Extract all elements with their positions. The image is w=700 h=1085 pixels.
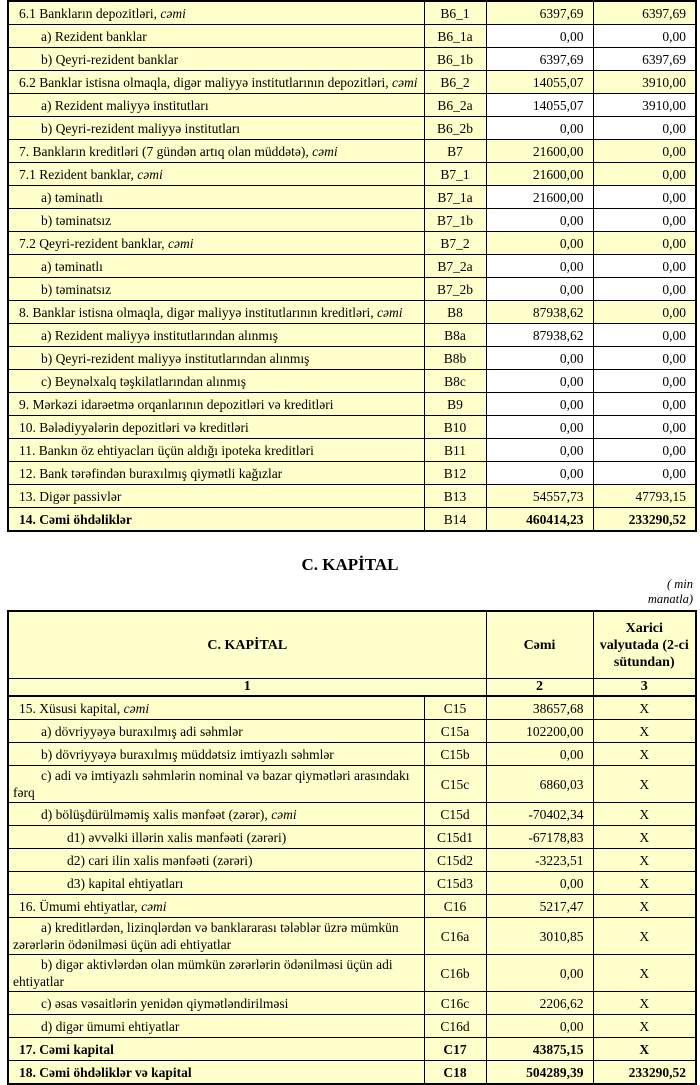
row-value-foreign-currency: 0,00 (593, 232, 696, 255)
row-value-total: 0,00 (486, 278, 593, 301)
row-label: a) Rezident maliyyə institutlarından alınmış (8, 324, 424, 347)
row-value-foreign-currency: 0,00 (593, 393, 696, 416)
table-row (8, 370, 696, 393)
table-row (8, 301, 696, 324)
row-label: 9. Mərkəzi idarəetmə orqanlarının depozitləri və kreditləri (8, 393, 424, 416)
table-row (8, 186, 696, 209)
row-value-foreign-currency: 0,00 (593, 324, 696, 347)
row-code: B7 (424, 140, 486, 163)
row-value-total: 43875,15 (486, 1038, 593, 1061)
row-label: a) Rezident maliyyə institutları (8, 94, 424, 117)
row-value-foreign-currency: 0,00 (593, 278, 696, 301)
row-value-foreign-currency: 0,00 (593, 301, 696, 324)
row-value-total: -67178,83 (486, 826, 593, 849)
row-label: d1) əvvəlki illərin xalis mənfəəti (zərəri) (8, 826, 424, 849)
row-value-foreign-currency: 0,00 (593, 416, 696, 439)
row-label: 15. Xüsusi kapital, cəmi (8, 696, 424, 720)
row-label: a) Rezident banklar (8, 25, 424, 48)
row-code: C15d2 (424, 849, 486, 872)
row-code: B12 (424, 462, 486, 485)
row-value-foreign-currency: 47793,15 (593, 485, 696, 508)
table-row (8, 278, 696, 301)
table-row (8, 209, 696, 232)
row-code: B6_2 (424, 71, 486, 94)
table-row (8, 918, 696, 955)
row-value-total: 38657,68 (486, 696, 593, 720)
row-value-total: 0,00 (486, 209, 593, 232)
table-row (8, 255, 696, 278)
table-row (8, 803, 696, 826)
table-row (8, 826, 696, 849)
row-code: C16b (424, 955, 486, 992)
row-value-foreign-currency: 6397,69 (593, 48, 696, 71)
table-row (8, 1061, 696, 1085)
row-value-total: 87938,62 (486, 301, 593, 324)
table-row (8, 462, 696, 485)
liabilities-table (7, 0, 697, 532)
row-value-foreign-currency: 0,00 (593, 140, 696, 163)
row-code: C16c (424, 992, 486, 1015)
table-row (8, 766, 696, 803)
unit-note (0, 577, 700, 607)
row-label: a) kreditlərdən, lizinqlərdən və banklararası tələblər üzrə mümkün zərərlərin ödənilməsi üçün adi ehtiyatlar (8, 918, 424, 955)
row-value-total: 87938,62 (486, 324, 593, 347)
row-code: C15d3 (424, 872, 486, 895)
row-label: d2) cari ilin xalis mənfəəti (zərəri) (8, 849, 424, 872)
row-code: B13 (424, 485, 486, 508)
row-value-total: 2206,62 (486, 992, 593, 1015)
row-label: 16. Ümumi ehtiyatlar, cəmi (8, 895, 424, 918)
row-code: C18 (424, 1061, 486, 1085)
row-code: C15d (424, 803, 486, 826)
row-value-total: 54557,73 (486, 485, 593, 508)
row-code: B8c (424, 370, 486, 393)
table-row (8, 48, 696, 71)
row-label: b) təminatsız (8, 209, 424, 232)
table-row (8, 485, 696, 508)
row-code: B6_2a (424, 94, 486, 117)
row-label: a) dövriyyəyə buraxılmış adi səhmlər (8, 720, 424, 743)
row-code: C16 (424, 895, 486, 918)
row-value-total: 0,00 (486, 872, 593, 895)
row-code: B9 (424, 393, 486, 416)
row-value-foreign-currency: X (593, 992, 696, 1015)
row-value-total: 0,00 (486, 439, 593, 462)
row-code: B7_1 (424, 163, 486, 186)
capital-table (7, 610, 697, 1085)
row-value-foreign-currency: X (593, 955, 696, 992)
row-value-total: 0,00 (486, 232, 593, 255)
row-value-total: 0,00 (486, 462, 593, 485)
row-value-foreign-currency: 0,00 (593, 370, 696, 393)
row-value-foreign-currency: 0,00 (593, 347, 696, 370)
table-row (8, 25, 696, 48)
row-value-foreign-currency: X (593, 1015, 696, 1038)
row-label: 10. Bələdiyyələrin depozitləri və kreditləri (8, 416, 424, 439)
row-value-foreign-currency: 3910,00 (593, 71, 696, 94)
row-label: 8. Banklar istisna olmaqla, digər maliyyə institutlarının kreditləri, cəmi (8, 301, 424, 324)
row-label: 7. Bankların kreditləri (7 gündən artıq olan müddətə), cəmi (8, 140, 424, 163)
row-value-foreign-currency: 233290,52 (593, 508, 696, 532)
row-value-foreign-currency: X (593, 720, 696, 743)
table-row (8, 992, 696, 1015)
row-value-total: 21600,00 (486, 163, 593, 186)
row-label: 6.1 Bankların depozitləri, cəmi (8, 1, 424, 25)
row-value-foreign-currency: 0,00 (593, 25, 696, 48)
row-value-foreign-currency: X (593, 918, 696, 955)
row-label: d3) kapital ehtiyatları (8, 872, 424, 895)
row-value-total: -70402,34 (486, 803, 593, 826)
unit-note-line2: manatla) (647, 592, 693, 606)
row-code: C15a (424, 720, 486, 743)
row-code: B7_2 (424, 232, 486, 255)
header-total-label: Cəmi (486, 611, 593, 679)
row-value-total: 6860,03 (486, 766, 593, 803)
row-value-total: 21600,00 (486, 186, 593, 209)
row-code: B6_1a (424, 25, 486, 48)
row-code: C15c (424, 766, 486, 803)
row-value-total: 0,00 (486, 255, 593, 278)
row-value-foreign-currency: X (593, 1038, 696, 1061)
row-code: B7_2b (424, 278, 486, 301)
row-value-foreign-currency: X (593, 743, 696, 766)
table-row (8, 439, 696, 462)
row-label: 13. Digər passivlər (8, 485, 424, 508)
row-value-total: 14055,07 (486, 71, 593, 94)
row-value-total: 0,00 (486, 393, 593, 416)
row-value-foreign-currency: 0,00 (593, 163, 696, 186)
row-label: b) Qeyri-rezident maliyyə institutlarından alınmış (8, 347, 424, 370)
row-label: d) digər ümumi ehtiyatlar (8, 1015, 424, 1038)
row-value-foreign-currency: X (593, 849, 696, 872)
capital-header-row (8, 611, 696, 679)
table-row (8, 163, 696, 186)
row-value-total: 6397,69 (486, 1, 593, 25)
row-value-foreign-currency: X (593, 826, 696, 849)
table-row (8, 71, 696, 94)
row-value-total: 14055,07 (486, 94, 593, 117)
row-value-total: 5217,47 (486, 895, 593, 918)
row-label: b) Qeyri-rezident maliyyə institutları (8, 117, 424, 140)
row-value-total: 0,00 (486, 117, 593, 140)
row-value-foreign-currency: X (593, 895, 696, 918)
row-code: C16d (424, 1015, 486, 1038)
row-code: B7_1a (424, 186, 486, 209)
row-value-total: 0,00 (486, 955, 593, 992)
row-code: C16a (424, 918, 486, 955)
row-code: B8b (424, 347, 486, 370)
row-code: C17 (424, 1038, 486, 1061)
row-value-total: 3010,85 (486, 918, 593, 955)
row-value-total: 0,00 (486, 25, 593, 48)
row-code: B6_2b (424, 117, 486, 140)
table-row (8, 743, 696, 766)
row-code: B10 (424, 416, 486, 439)
capital-section-title: C. KAPİTAL (301, 555, 399, 574)
table-row (8, 720, 696, 743)
table-row (8, 1, 696, 25)
table-row (8, 955, 696, 992)
row-value-foreign-currency: 3910,00 (593, 94, 696, 117)
row-label: 17. Cəmi kapital (8, 1038, 424, 1061)
table-row (8, 140, 696, 163)
row-code: C15b (424, 743, 486, 766)
row-value-total: 0,00 (486, 1015, 593, 1038)
row-label: 7.1 Rezident banklar, cəmi (8, 163, 424, 186)
row-value-total: -3223,51 (486, 849, 593, 872)
row-code: B7_1b (424, 209, 486, 232)
column-number-3: 3 (593, 679, 696, 697)
row-value-foreign-currency: 0,00 (593, 439, 696, 462)
header-section-label: C. KAPİTAL (8, 611, 486, 679)
column-number-row (8, 679, 696, 697)
table-row (8, 94, 696, 117)
row-label: b) təminatsız (8, 278, 424, 301)
table-row (8, 393, 696, 416)
table-row (8, 347, 696, 370)
table-row (8, 117, 696, 140)
row-value-total: 21600,00 (486, 140, 593, 163)
table-row (8, 324, 696, 347)
row-label: 6.2 Banklar istisna olmaqla, digər maliyyə institutlarının depozitləri, cəmi (8, 71, 424, 94)
table-row (8, 416, 696, 439)
row-label: 11. Bankın öz ehtiyacları üçün aldığı ipoteka kreditləri (8, 439, 424, 462)
row-label: b) digər aktivlərdən olan mümkün zərərlərin ödənilməsi üçün adi ehtiyatlar (8, 955, 424, 992)
row-code: B11 (424, 439, 486, 462)
table-row (8, 696, 696, 720)
row-value-foreign-currency: 0,00 (593, 462, 696, 485)
table-row (8, 508, 696, 532)
row-value-total: 0,00 (486, 347, 593, 370)
row-value-foreign-currency: 6397,69 (593, 1, 696, 25)
row-value-foreign-currency: 0,00 (593, 117, 696, 140)
table-row (8, 1038, 696, 1061)
row-label: a) təminatlı (8, 186, 424, 209)
unit-note-line1: ( min (666, 577, 693, 591)
row-value-total: 0,00 (486, 743, 593, 766)
column-number-1: 1 (8, 679, 486, 697)
row-label: 12. Bank tərəfindən buraxılmış qiymətli kağızlar (8, 462, 424, 485)
row-code: B8 (424, 301, 486, 324)
row-value-foreign-currency: X (593, 803, 696, 826)
row-value-total: 102200,00 (486, 720, 593, 743)
row-label: c) adi və imtiyazlı səhmlərin nominal və bazar qiymətləri arasındakı fərq (8, 766, 424, 803)
row-code: B6_1b (424, 48, 486, 71)
row-code: C15 (424, 696, 486, 720)
row-label: 7.2 Qeyri-rezident banklar, cəmi (8, 232, 424, 255)
row-label: 18. Cəmi öhdəliklər və kapital (8, 1061, 424, 1085)
row-label: d) bölüşdürülməmiş xalis mənfəət (zərər), cəmi (8, 803, 424, 826)
row-value-total: 0,00 (486, 416, 593, 439)
row-code: B8a (424, 324, 486, 347)
table-row (8, 895, 696, 918)
row-label: 14. Cəmi öhdəliklər (8, 508, 424, 532)
row-code: C15d1 (424, 826, 486, 849)
table-row (8, 849, 696, 872)
row-value-foreign-currency: 233290,52 (593, 1061, 696, 1085)
row-value-foreign-currency: X (593, 872, 696, 895)
row-value-total: 6397,69 (486, 48, 593, 71)
row-code: B14 (424, 508, 486, 532)
row-value-total: 460414,23 (486, 508, 593, 532)
row-value-foreign-currency: X (593, 696, 696, 720)
row-label: c) əsas vəsaitlərin yenidən qiymətləndirilməsi (8, 992, 424, 1015)
table-row (8, 1015, 696, 1038)
row-value-foreign-currency: 0,00 (593, 209, 696, 232)
row-value-foreign-currency: 0,00 (593, 255, 696, 278)
row-label: b) Qeyri-rezident banklar (8, 48, 424, 71)
table-row (8, 872, 696, 895)
row-label: b) dövriyyəyə buraxılmış müddətsiz imtiyazlı səhmlər (8, 743, 424, 766)
row-value-total: 0,00 (486, 370, 593, 393)
row-code: B7_2a (424, 255, 486, 278)
table-row (8, 232, 696, 255)
row-value-total: 504289,39 (486, 1061, 593, 1085)
row-code: B6_1 (424, 1, 486, 25)
column-number-2: 2 (486, 679, 593, 697)
row-value-foreign-currency: 0,00 (593, 186, 696, 209)
header-foreign-currency-label: Xarici valyutada (2-ci sütundan) (593, 611, 696, 679)
row-label: c) Beynəlxalq təşkilatlarından alınmış (8, 370, 424, 393)
row-label: a) təminatlı (8, 255, 424, 278)
row-value-foreign-currency: X (593, 766, 696, 803)
